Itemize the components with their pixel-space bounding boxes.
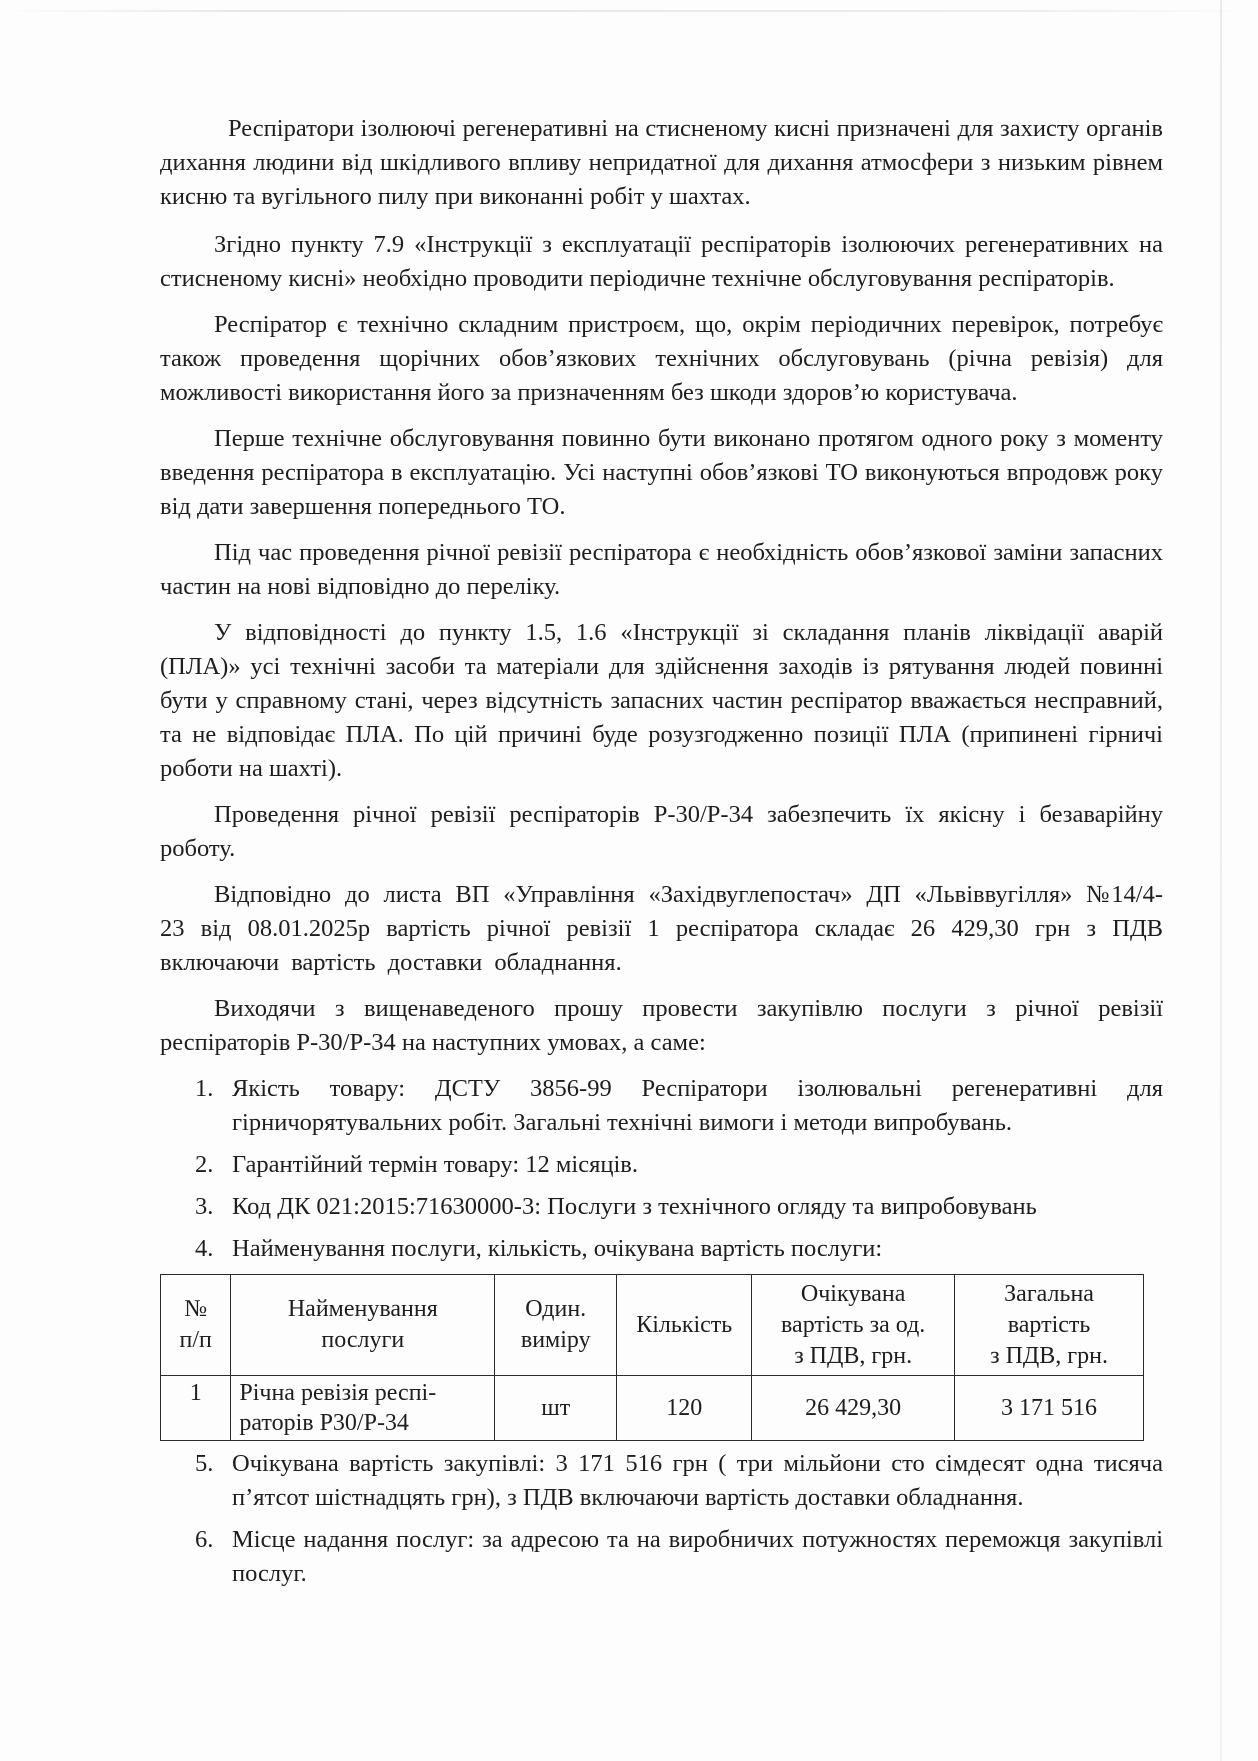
header-unit: Один. виміру [495, 1275, 617, 1376]
condition-number: 3. [195, 1193, 214, 1220]
header-service-name: Найменування послуги [231, 1275, 495, 1376]
paragraph-annual-maintenance: Респіратор є технічно складним пристроєм, що, окрім періодичних перевірок, потребує також проведення щорічних обов’язкових технічних обслуговувань (річна ревізія) для можливості використання його за призначенням без шкоди здоров’ю користувача. [160, 311, 1163, 406]
paragraph-purpose: Респіратори ізолюючі регенеративні на стисненому кисні призначені для захисту органів дихання людини від шкідливого впливу непридатної для дихання атмосфери з низьким рівнем кисню та вугільного пилу при виконанні робіт у шахтах. [160, 115, 1163, 210]
paragraph-parts-replacement: Під час проведення річної ревізії респіратора є необхідність обов’язкової заміни запасних частин на нові відповідно до переліку. [160, 539, 1163, 600]
condition-number: 2. [195, 1151, 214, 1178]
cell-quantity: 120 [617, 1376, 752, 1441]
cell-total-price: 3 171 516 [955, 1376, 1144, 1441]
condition-text: Гарантійний термін товару: 12 місяців. [232, 1151, 638, 1178]
cell-number: 1 [161, 1376, 231, 1441]
condition-number: 6. [195, 1526, 214, 1553]
condition-item-expected-cost [160, 1447, 1163, 1515]
condition-item-dk-code [160, 1190, 1163, 1224]
condition-item-service-location [160, 1523, 1163, 1591]
condition-item-warranty [160, 1148, 1163, 1182]
paragraph-instruction-7-9: Згідно пункту 7.9 «Інструкції з експлуатації респіраторів ізолюючих регенеративних на стисненому кисні» необхідно проводити періодичне технічне обслуговування респіраторів. [160, 231, 1163, 292]
condition-text: Якість товару: ДСТУ 3856-99 Респіратори ізолювальні регенеративні для гірничорятувальних робіт. Загальні технічні вимоги і методи випробувань. [232, 1075, 1163, 1136]
condition-text: Найменування послуги, кількість, очікувана вартість послуги: [232, 1235, 883, 1262]
scan-artifact-edge [1220, 0, 1222, 1761]
header-quantity: Кількість [617, 1275, 752, 1376]
paragraph-pla-requirements: У відповідності до пункту 1.5, 1.6 «Інструкції зі складання планів ліквідації аварій (ПЛА)» усі технічні засоби та матеріали для здійснення заходів із рятування людей повинні бути у справному стані, через відсутність запасних частин респіратор вважається несправний, та не відповідає ПЛА. По цій причині буде розузгодженно позиції ПЛА (припинені гірничі роботи на шахті). [160, 619, 1163, 782]
scan-artifact-top [0, 10, 1258, 12]
table-row [161, 1376, 1144, 1441]
service-table [160, 1274, 1144, 1441]
condition-text: Очікувана вартість закупівлі: 3 171 516 грн ( три мільйони сто сімдесят одна тисяча п’ятсот шістнадцять грн), з ПДВ включаючи вартість доставки обладнання. [232, 1450, 1163, 1511]
condition-text: Місце надання послуг: за адресою та на виробничих потужностях переможця закупівлі послуг. [232, 1526, 1163, 1587]
condition-number: 5. [195, 1450, 214, 1477]
paragraph-letter-reference: Відповідно до листа ВП «Управління «Західвуглепостач» ДП «Львіввугілля» №14/4-23 від 08.01.2025р вартість річної ревізії 1 респіратора складає 26 429,30 грн з ПДВ включаючи вартість доставки обладнання. [160, 881, 1163, 976]
header-unit-price: Очікувана вартість за од. з ПДВ, грн. [752, 1275, 955, 1376]
paragraph-revision-benefit: Проведення річної ревізії респіраторів Р-30/Р-34 забезпечить їх якісну і безаварійну роботу. [160, 801, 1163, 862]
header-number: № п/п [161, 1275, 231, 1376]
condition-item-quality [160, 1072, 1163, 1140]
cell-unit: шт [495, 1376, 617, 1441]
header-total-price: Загальна вартість з ПДВ, грн. [955, 1275, 1144, 1376]
condition-number: 1. [195, 1075, 214, 1102]
condition-text: Код ДК 021:2015:71630000-3: Послуги з технічного огляду та випробовувань [232, 1193, 1037, 1220]
conditions-list [160, 1072, 1163, 1266]
condition-item-service-table [160, 1232, 1163, 1266]
cell-service-name: Річна ревізія респі- раторів Р30/Р-34 [231, 1376, 495, 1441]
cell-unit-price: 26 429,30 [752, 1376, 955, 1441]
table-header-row [161, 1275, 1144, 1376]
conditions-list-continued [160, 1447, 1163, 1591]
condition-number: 4. [195, 1235, 214, 1262]
paragraph-first-maintenance: Перше технічне обслуговування повинно бути виконано протягом одного року з моменту введення респіратора в експлуатацію. Усі наступні обов’язкові ТО виконуються впродовж року від дати завершення попереднього ТО. [160, 425, 1163, 520]
paragraph-request: Виходячи з вищенаведеного прошу провести закупівлю послуги з річної ревізії респіраторів Р-30/Р-34 на наступних умовах, а саме: [160, 995, 1163, 1056]
